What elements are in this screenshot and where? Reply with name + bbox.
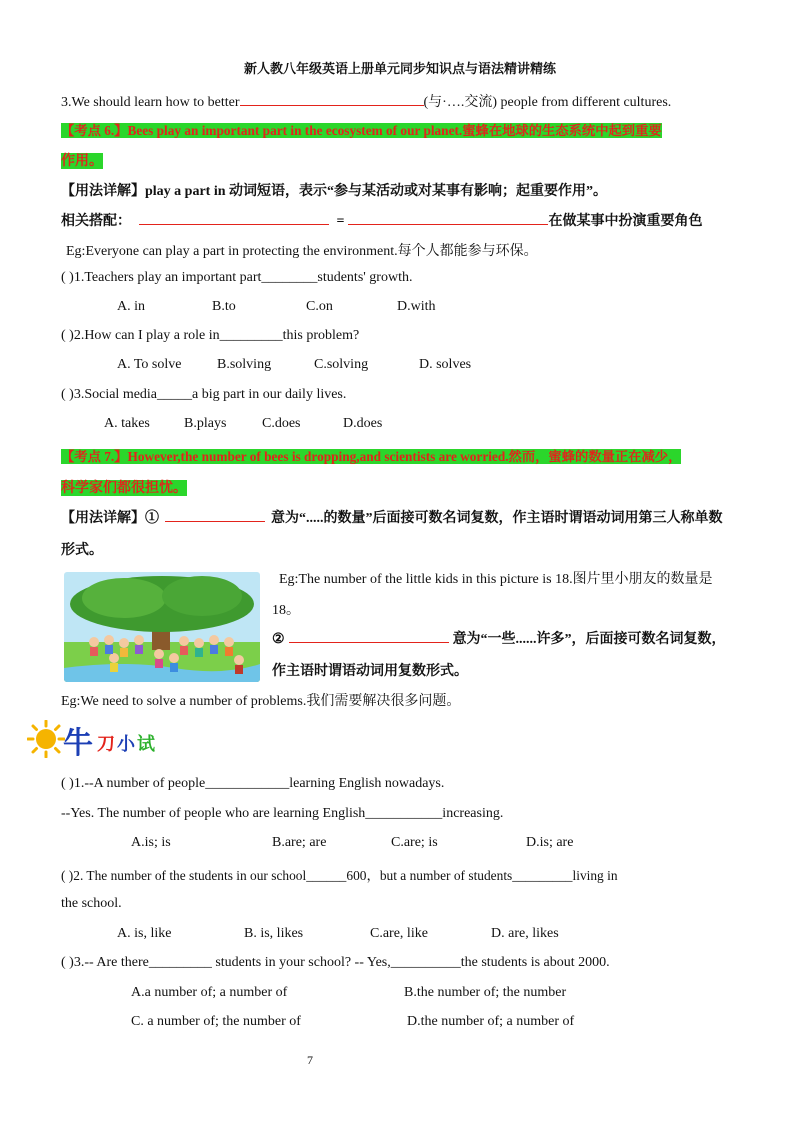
option-b: B. is, likes bbox=[244, 926, 304, 941]
option-c: C.solving bbox=[314, 357, 369, 372]
usage-explanation-3: ② 意为“一些......许多”，后面接可数名词复数， bbox=[272, 632, 726, 647]
option-b: B.to bbox=[212, 299, 236, 314]
exercise-2: ( )2.How can I play a role in_________this problem? bbox=[61, 328, 360, 343]
exercise-1: ( )1.Teachers play an important part________students' growth. bbox=[61, 270, 413, 285]
children-under-tree-picture bbox=[64, 572, 260, 682]
kaodian-7-line2: 科学家们都很担忧。 bbox=[61, 480, 187, 496]
kaodian-6-line2: 作用。 bbox=[61, 153, 103, 169]
option-b: B.are; are bbox=[272, 835, 327, 850]
option-a: A. in bbox=[117, 299, 145, 314]
kaodian-6-line1: 【考点 6.】Bees play an important part in the ecosystem of our planet.蜜蜂在地球的生态系统中起到重要 bbox=[61, 123, 662, 138]
option-d: D.does bbox=[343, 416, 383, 431]
option-c: C.on bbox=[306, 299, 333, 314]
example-1: Eg:Everyone can play a part in protecting the environment.每个人都能参与环保。 bbox=[66, 244, 538, 259]
option-d: D. are, likes bbox=[491, 926, 559, 941]
practice-1-line2: --Yes. The number of people who are learning English___________increasing. bbox=[61, 806, 504, 821]
usage-explanation-2: 【用法详解】① 意为“.....的数量”后面接可数名词复数，作主语时谓语动词用第三人称单数 bbox=[61, 511, 723, 526]
practice-3-line1: ( )3.-- Are there_________ students in your school? -- Yes,__________the students is about 2000. bbox=[61, 955, 610, 970]
example-2-line2: 18。 bbox=[272, 603, 300, 618]
option-a: A. To solve bbox=[117, 357, 182, 372]
usage-explanation-1: 【用法详解】play a part in 动词短语，表示“参与某活动或对某事有影响；起重要作用”。 bbox=[61, 184, 608, 199]
kaodian-7-line1: 【考点 7.】However,the number of bees is dropping,and scientists are worried.然而，蜜蜂的数量正在减少， bbox=[61, 449, 682, 464]
collocation-blank-2 bbox=[348, 212, 548, 225]
answer-blank bbox=[165, 509, 265, 522]
answer-blank bbox=[240, 93, 424, 106]
answer-blank bbox=[289, 630, 449, 643]
practice-2-line2: the school. bbox=[61, 896, 122, 911]
collocation-blank-1 bbox=[139, 212, 329, 225]
option-a: A. is, like bbox=[117, 926, 172, 941]
option-c: C.does bbox=[262, 416, 301, 431]
option-b: B.plays bbox=[184, 416, 227, 431]
usage-explanation-3-cont: 作主语时谓语动词用复数形式。 bbox=[272, 664, 468, 679]
example-3: Eg:We need to solve a number of problems.我们需要解决很多问题。 bbox=[61, 694, 461, 709]
option-b: B.solving bbox=[217, 357, 272, 372]
option-d: D. solves bbox=[419, 357, 472, 372]
practice-2-line1: ( )2. The number of the students in our school______600，but a number of students_________living in bbox=[61, 868, 618, 883]
option-c: C.are; is bbox=[391, 835, 438, 850]
tree-illustration bbox=[64, 572, 260, 682]
page-header: 新人教八年级英语上册单元同步知识点与语法精讲精练 bbox=[243, 62, 556, 77]
question-3-line: 3.We should learn how to better (与·….交流) people from different cultures. bbox=[61, 95, 672, 110]
usage-explanation-2-cont: 形式。 bbox=[61, 543, 103, 558]
collocation-line: 相关搭配： = 在做某事中扮演重要角色 bbox=[61, 214, 703, 229]
option-c: C. a number of; the number of bbox=[131, 1014, 301, 1029]
option-d: D.the number of; a number of bbox=[407, 1014, 575, 1029]
option-a: A.a number of; a number of bbox=[131, 985, 288, 1000]
practice-1-line1: ( )1.--A number of people____________learning English nowadays. bbox=[61, 776, 445, 791]
sun-icon bbox=[27, 720, 65, 758]
example-2-line1: Eg:The number of the little kids in this picture is 18.图片里小朋友的数量是 bbox=[279, 572, 713, 587]
option-c: C.are, like bbox=[370, 926, 428, 941]
exercise-3: ( )3.Social media_____a big part in our daily lives. bbox=[61, 387, 347, 402]
option-a: A.is; is bbox=[131, 835, 171, 850]
page-number: 7 bbox=[307, 1053, 313, 1067]
option-a: A. takes bbox=[104, 416, 150, 431]
option-d: D.is; are bbox=[526, 835, 574, 850]
option-d: D.with bbox=[397, 299, 436, 314]
option-b: B.the number of; the number bbox=[404, 985, 567, 1000]
